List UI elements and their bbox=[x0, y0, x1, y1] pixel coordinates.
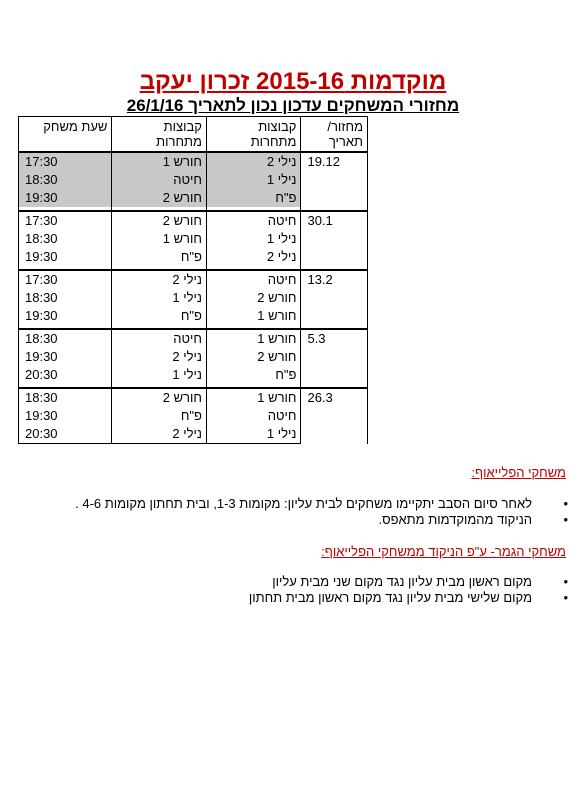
time-cell: 18:30 bbox=[19, 230, 112, 248]
round-date: 26.3 bbox=[301, 388, 368, 444]
team-b-cell: חורש 1 bbox=[112, 230, 207, 248]
schedule-table bbox=[18, 116, 368, 444]
time-cell: 17:30 bbox=[19, 270, 112, 289]
page-title: מוקדמות 2015-16 זכרון יעקב bbox=[139, 68, 447, 95]
time-cell: 18:30 bbox=[19, 289, 112, 307]
table-row bbox=[19, 152, 368, 171]
list-item: • מקום ראשון מבית עליון נגד מקום שני מבית עליון bbox=[249, 574, 576, 590]
header-teams-a: קבוצות מתחרות bbox=[206, 117, 301, 153]
table-row bbox=[19, 270, 368, 289]
schedule-body bbox=[19, 152, 368, 444]
team-a-cell: נילי 2 bbox=[206, 152, 301, 171]
time-cell: 17:30 bbox=[19, 152, 112, 171]
table-row bbox=[19, 388, 368, 407]
team-b-cell: נילי 2 bbox=[112, 425, 207, 444]
team-a-cell: חורש 1 bbox=[206, 388, 301, 407]
time-cell: 19:30 bbox=[19, 248, 112, 266]
team-a-cell: נילי 1 bbox=[206, 425, 301, 444]
team-b-cell: נילי 2 bbox=[112, 270, 207, 289]
playoff-heading: משחקי הפלייאוף: bbox=[471, 465, 566, 480]
team-b-cell: חורש 2 bbox=[112, 189, 207, 207]
team-b-cell: חיטה bbox=[112, 171, 207, 189]
time-cell: 19:30 bbox=[19, 189, 112, 207]
round-date: 13.2 bbox=[301, 270, 368, 325]
team-b-cell: חורש 2 bbox=[112, 388, 207, 407]
team-a-cell: חיטה bbox=[206, 407, 301, 425]
table-header-row bbox=[19, 117, 368, 153]
team-b-cell: נילי 1 bbox=[112, 289, 207, 307]
time-cell: 19:30 bbox=[19, 307, 112, 325]
team-a-cell: נילי 1 bbox=[206, 171, 301, 189]
list-item: • הניקוד מהמוקדמות מתאפס. bbox=[75, 512, 576, 528]
list-item: • מקום שלישי מבית עליון נגד מקום ראשון מבית תחתון bbox=[249, 590, 576, 606]
time-cell: 20:30 bbox=[19, 366, 112, 384]
round-date: 5.3 bbox=[301, 329, 368, 384]
team-a-cell: חורש 1 bbox=[206, 329, 301, 348]
time-cell: 18:30 bbox=[19, 388, 112, 407]
table-row bbox=[19, 211, 368, 230]
team-b-cell: נילי 1 bbox=[112, 366, 207, 384]
team-b-cell: חורש 1 bbox=[112, 152, 207, 171]
team-a-cell: פ"ח bbox=[206, 366, 301, 384]
team-a-cell: חורש 1 bbox=[206, 307, 301, 325]
time-cell: 19:30 bbox=[19, 407, 112, 425]
header-round-date: מחזור/ תאריך bbox=[301, 117, 368, 153]
team-b-cell: חורש 2 bbox=[112, 211, 207, 230]
team-a-cell: נילי 1 bbox=[206, 230, 301, 248]
list-item: • לאחר סיום הסבב יתקיימו משחקים לבית עליון: מקומות 1-3, ובית תחתון מקומות 4-6 . bbox=[75, 496, 576, 512]
team-a-cell: נילי 2 bbox=[206, 248, 301, 266]
round-date: 30.1 bbox=[301, 211, 368, 266]
table-row bbox=[19, 329, 368, 348]
team-a-cell: פ"ח bbox=[206, 189, 301, 207]
final-list bbox=[249, 574, 576, 606]
time-cell: 20:30 bbox=[19, 425, 112, 444]
header-teams-b: קבוצות מתחרות bbox=[112, 117, 207, 153]
team-a-cell: חיטה bbox=[206, 270, 301, 289]
team-b-cell: פ"ח bbox=[112, 407, 207, 425]
time-cell: 18:30 bbox=[19, 329, 112, 348]
header-game-time: שעת משחק bbox=[19, 117, 112, 153]
team-a-cell: חורש 2 bbox=[206, 289, 301, 307]
team-a-cell: חיטה bbox=[206, 211, 301, 230]
playoff-list bbox=[75, 496, 576, 528]
time-cell: 19:30 bbox=[19, 348, 112, 366]
team-b-cell: פ"ח bbox=[112, 248, 207, 266]
team-b-cell: חיטה bbox=[112, 329, 207, 348]
page-subtitle: מחזורי המשחקים עדכון נכון לתאריך 26/1/16 bbox=[126, 96, 460, 115]
time-cell: 18:30 bbox=[19, 171, 112, 189]
team-b-cell: פ"ח bbox=[112, 307, 207, 325]
final-heading: משחקי הגמר- ע"פ הניקוד ממשחקי הפלייאוף: bbox=[321, 544, 566, 559]
round-date: 19.12 bbox=[301, 152, 368, 207]
team-b-cell: נילי 2 bbox=[112, 348, 207, 366]
team-a-cell: חורש 2 bbox=[206, 348, 301, 366]
time-cell: 17:30 bbox=[19, 211, 112, 230]
